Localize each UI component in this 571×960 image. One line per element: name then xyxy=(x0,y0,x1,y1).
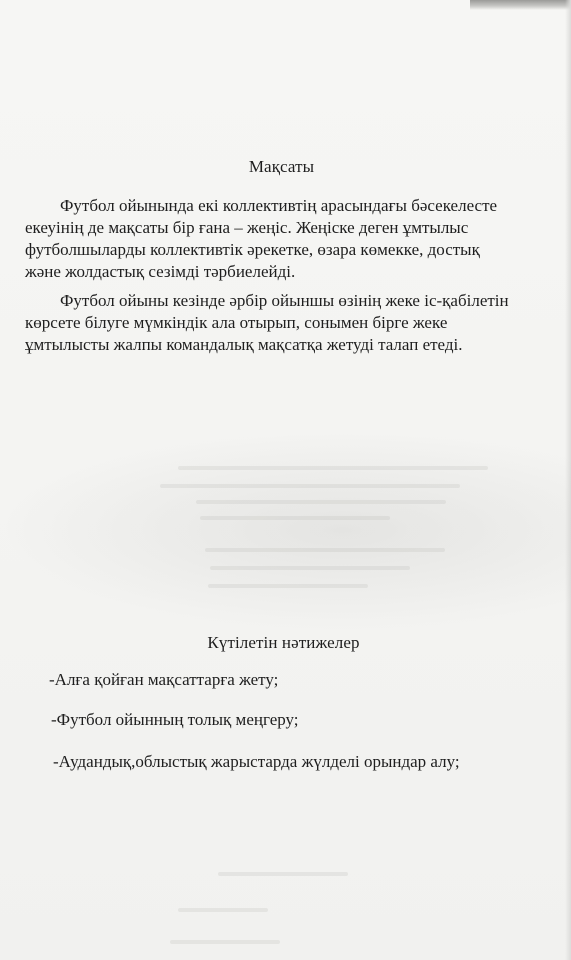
text-line: және жолдастық сезімді тәрбиелейді. xyxy=(25,262,296,281)
result-item: -Футбол ойынның толық меңгеру; xyxy=(51,710,299,729)
text-line: Футбол ойыны кезінде әрбір ойыншы өзінің жеке іс-қабілетін xyxy=(60,291,509,310)
text-line: Футбол ойынында екі коллективтің арасындағы бәсекелесте xyxy=(60,196,498,215)
text-line: көрсете білуге мүмкіндік ала отырып, сонымен бірге жеке xyxy=(25,313,448,332)
results-heading: Күтілетін нәтижелер xyxy=(207,633,360,652)
text-line: екеуінің де мақсаты бір ғана – жеңіс. Жеңіске деген ұмтылыс xyxy=(25,218,469,237)
paper-crease xyxy=(0,430,571,630)
result-item: -Аудандық,облыстық жарыстарда жүлделі орындар алу; xyxy=(53,752,460,771)
text-line: ұмтылысты жалпы командалық мақсатқа жетуді талап етеді. xyxy=(25,335,463,354)
goal-paragraph-2 xyxy=(25,290,525,356)
goal-paragraph-1 xyxy=(25,195,525,283)
text-line: футболшыларды коллективтік әрекетке, өзара көмекке, достық xyxy=(25,240,480,259)
goal-heading: Мақсаты xyxy=(248,157,315,176)
paper-edge-shadow xyxy=(470,0,571,10)
result-item: -Алға қойған мақсаттарға жету; xyxy=(49,670,279,689)
